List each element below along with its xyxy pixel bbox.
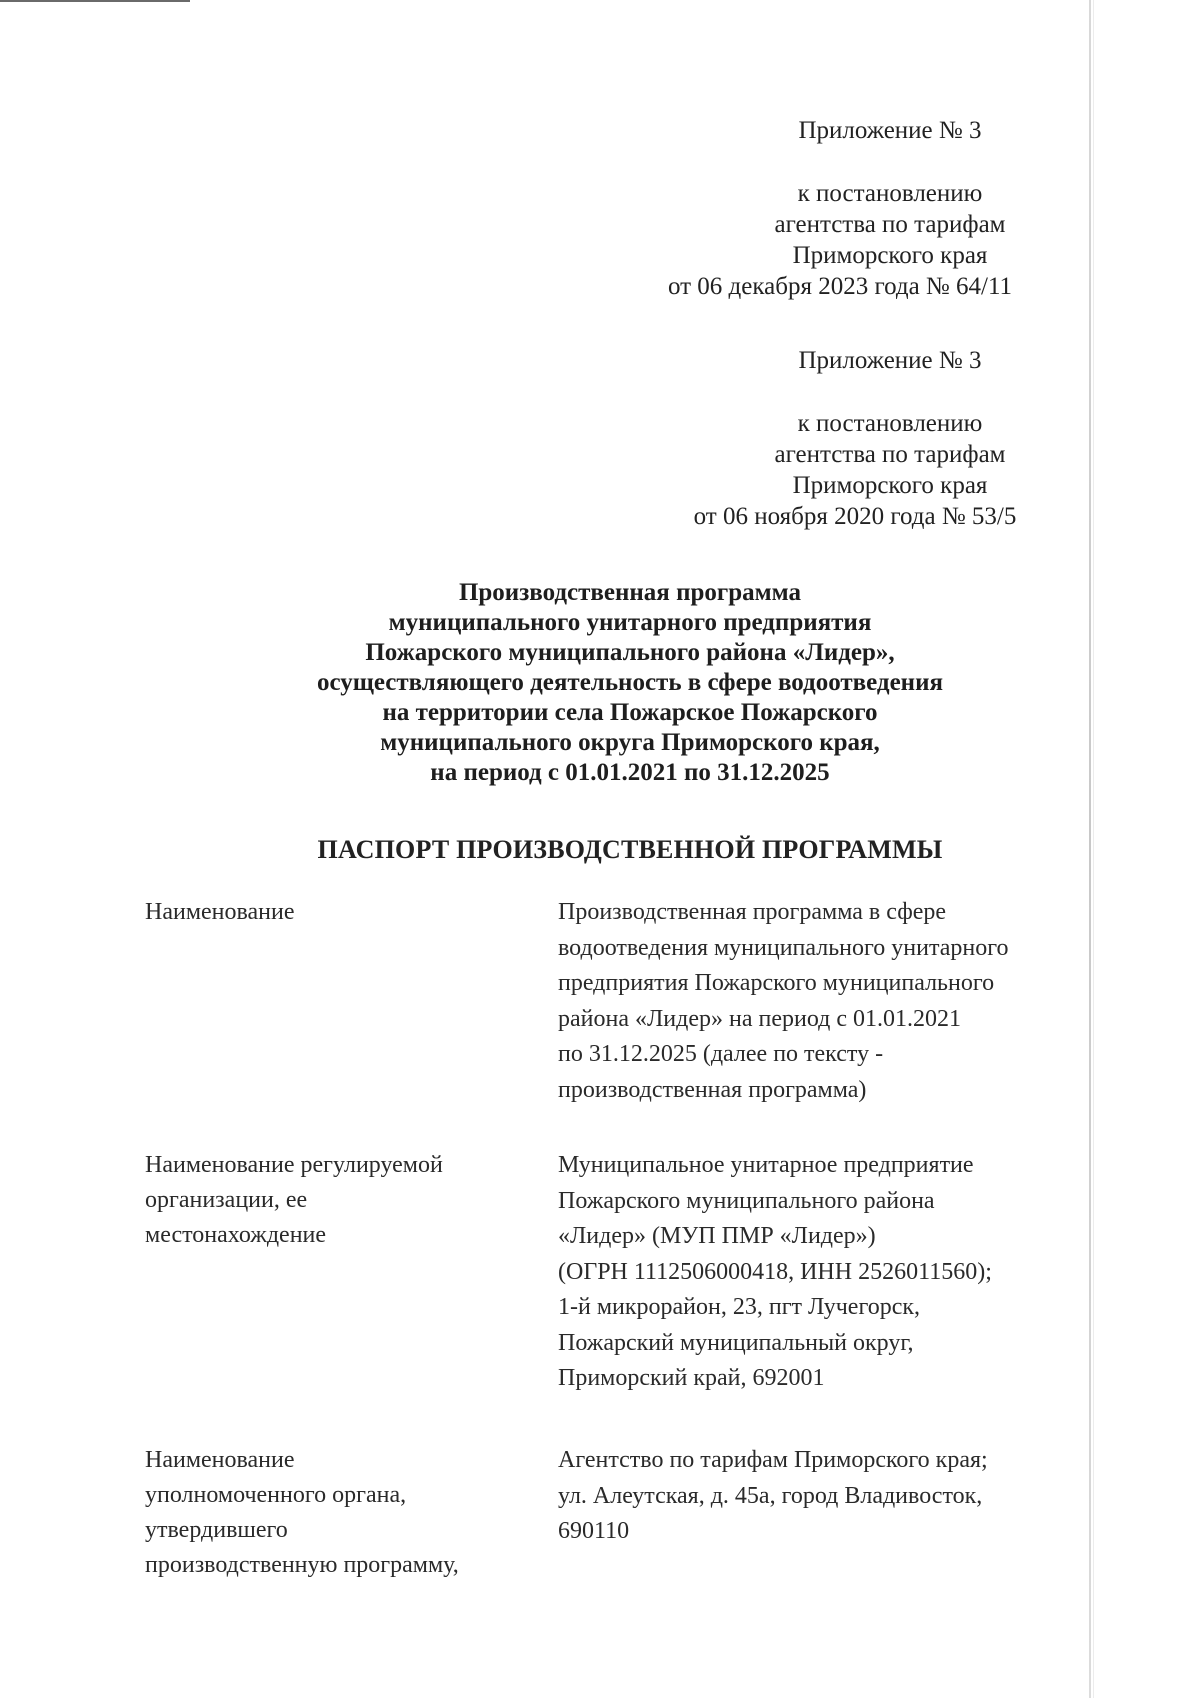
label-line: местонахождение [145,1222,327,1248]
passport-row-label [145,1443,545,1583]
title-line: на территории села Пожарское Пожарского [382,699,878,726]
label-line: Наименование [145,1447,295,1473]
value-line: (ОГРН 1112506000418, ИНН 2526011560); [558,1258,992,1285]
passport-row-label [145,895,545,930]
label-line: Наименование регулируемой [145,1152,443,1178]
value-line: ул. Алеутская, д. 45а, город Владивосток, [558,1482,983,1509]
approval-line: агентства по тарифам [774,441,1006,468]
approval-line: к постановлению [797,410,983,437]
appendix-number: Приложение № 3 [798,347,982,374]
title-line: муниципального унитарного предприятия [388,609,872,636]
title-line: осуществляющего деятельность в сфере водоотведения [316,669,943,696]
label-line: утвердившего [145,1517,288,1543]
passport-row-value [558,1443,1098,1550]
value-line: Агентство по тарифам Приморского края; [558,1447,988,1473]
value-line: 690110 [558,1518,630,1544]
approval-block-current [667,115,1040,302]
value-line: Пожарский муниципальный округ, [558,1329,914,1356]
approval-line: агентства по тарифам [774,211,1006,238]
value-line: Муниципальное унитарное предприятие [558,1152,974,1178]
passport-row-label [145,1148,545,1253]
label-line: производственную программу, [145,1552,459,1578]
value-line: водоотведения муниципального унитарного [558,934,1009,961]
passport-row-value [558,895,1098,1108]
value-line: по 31.12.2025 (далее по тексту - [558,1041,884,1067]
value-line: производственная программа) [558,1076,867,1103]
approval-block-original [693,345,1040,532]
appendix-number: Приложение № 3 [798,117,982,144]
approval-line: Приморского края [792,242,988,269]
label-line: Наименование [145,899,295,925]
passport-row-value [558,1148,1098,1397]
title-line: Производственная программа [458,579,802,606]
value-line: «Лидер» (МУП ПМР «Лидер») [558,1223,876,1249]
approval-date-line: от 06 декабря 2023 года № 64/11 [667,273,1013,300]
value-line: предприятия Пожарского муниципального [558,970,995,996]
label-line: уполномоченного органа, [145,1482,407,1508]
passport-heading: ПАСПОРТ ПРОИЗВОДСТВЕННОЙ ПРОГРАММЫ [317,835,943,864]
title-line: на период с 01.01.2021 по 31.12.2025 [430,759,830,786]
title-line: Пожарского муниципального района «Лидер», [365,639,895,666]
title-line: муниципального округа Приморского края, [380,729,880,756]
document-title [230,578,1030,788]
approval-line: к постановлению [797,180,983,207]
value-line: Пожарского муниципального района [558,1187,935,1214]
value-line: Приморский край, 692001 [558,1365,825,1391]
label-line: организации, ее [145,1187,308,1213]
approval-line: Приморского края [792,472,988,499]
value-line: Производственная программа в сфере [558,899,947,925]
scan-artifact-top-line [0,0,190,2]
approval-date-line: от 06 ноября 2020 года № 53/5 [693,503,1017,530]
value-line: района «Лидер» на период с 01.01.2021 [558,1005,961,1032]
value-line: 1-й микрорайон, 23, пгт Лучегорск, [558,1294,921,1320]
